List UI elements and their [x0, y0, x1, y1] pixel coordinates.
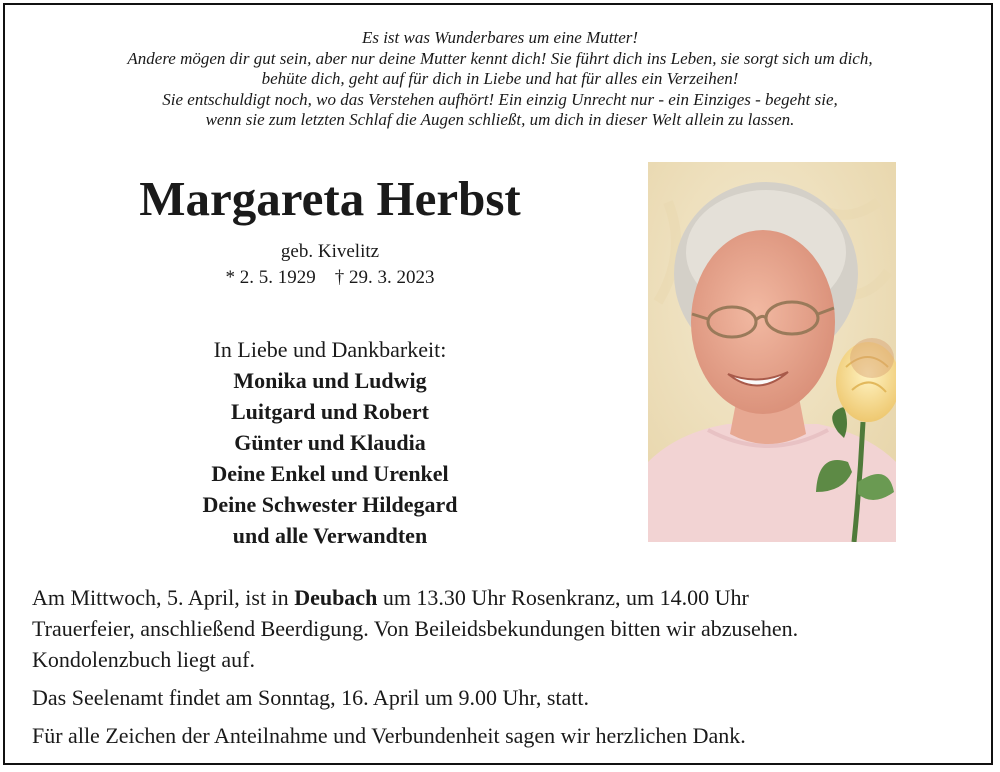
death-date: † 29. 3. 2023: [334, 267, 435, 288]
maiden-name: geb. Kivelitz: [280, 241, 380, 262]
mourner-name: Günter und Klaudia: [234, 430, 426, 455]
funeral-text: um 13.30 Uhr Rosenkranz, um 14.00 Uhr: [377, 585, 749, 610]
deceased-name: Margareta Herbst: [139, 171, 521, 226]
poem-line: Sie entschuldigt noch, wo das Verstehen aufhört! Ein einzig Unrecht nur - ein Einziges - begeht sie,: [162, 89, 838, 109]
mourner-name: Deine Enkel und Urenkel: [211, 461, 449, 486]
mourner-name: Luitgard und Robert: [230, 399, 430, 424]
funeral-announcement: [32, 582, 977, 751]
thanks-note: Für alle Zeichen der Anteilnahme und Verbundenheit sagen wir herzlichen Dank.: [32, 723, 746, 748]
funeral-text: Am Mittwoch, 5. April, ist in: [32, 585, 295, 610]
mourner-name: Deine Schwester Hildegard: [202, 492, 458, 517]
funeral-text: Trauerfeier, anschließend Beerdigung. Von Beileidsbekundungen bitten wir abzusehen.: [32, 616, 799, 641]
mourners-list: [40, 334, 620, 551]
funeral-place: Deubach: [294, 585, 378, 610]
poem-line: wenn sie zum letzten Schlaf die Augen schließt, um dich in dieser Welt allein zu lassen.: [205, 110, 795, 129]
portrait-photo: [648, 162, 896, 542]
funeral-text: Kondolenzbuch liegt auf.: [32, 647, 255, 672]
mourner-name: Monika und Ludwig: [233, 368, 427, 393]
poem: [10, 28, 990, 131]
birth-date: * 2. 5. 1929: [225, 267, 316, 288]
mourners-intro: In Liebe und Dankbarkeit:: [213, 337, 447, 362]
mourner-name: und alle Verwandten: [232, 523, 428, 548]
requiem-mass: Das Seelenamt findet am Sonntag, 16. April um 9.00 Uhr, statt.: [32, 685, 589, 710]
poem-line: Es ist was Wunderbares um eine Mutter!: [361, 28, 639, 47]
funeral-details: [32, 582, 977, 675]
poem-line: behüte dich, geht auf für dich in Liebe und hat für alles ein Verzeihen!: [261, 69, 739, 88]
life-dates: [40, 266, 620, 289]
poem-line: Andere mögen dir gut sein, aber nur deine Mutter kennt dich! Sie führt dich ins Leben, sie sorgt sich um dich,: [127, 48, 873, 68]
